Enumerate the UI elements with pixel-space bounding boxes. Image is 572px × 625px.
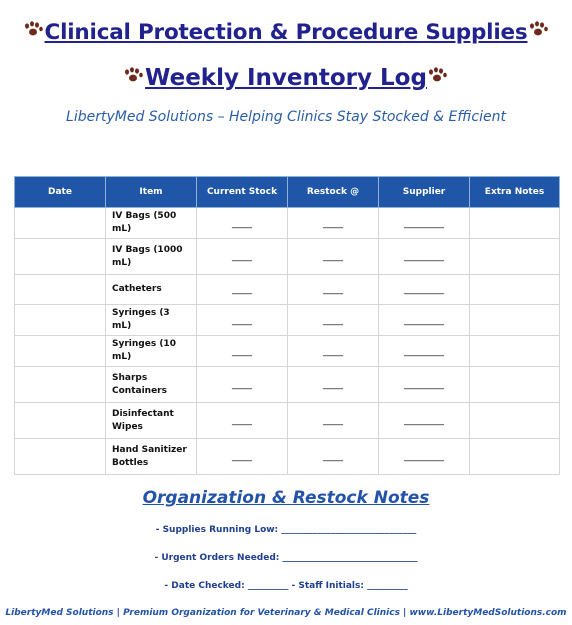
table-row xyxy=(15,336,560,367)
supplier-cell[interactable]: ________ xyxy=(379,403,470,439)
date-cell[interactable] xyxy=(15,208,106,239)
current-stock-cell[interactable]: ____ xyxy=(197,239,288,275)
item-cell: Syringes (10 mL) xyxy=(106,336,197,367)
restock-cell[interactable]: ____ xyxy=(288,305,379,336)
extra-notes-cell[interactable] xyxy=(470,367,560,403)
supplier-cell[interactable]: ________ xyxy=(379,367,470,403)
table-row xyxy=(15,208,560,239)
footer-text: LibertyMed Solutions | Premium Organization for Veterinary & Medical Clinics | www.LibertyMedSolutions.com xyxy=(5,608,567,618)
date-checked-initials-line[interactable]: - Date Checked: _________ - Staff Initials: _________ xyxy=(164,581,408,591)
item-cell: Sharps Containers xyxy=(106,367,197,403)
current-stock-cell[interactable]: ____ xyxy=(197,403,288,439)
paw-print-icon xyxy=(23,21,45,37)
inventory-table xyxy=(14,176,560,475)
column-header-extra-notes: Extra Notes xyxy=(470,177,560,208)
log-title-text: Weekly Inventory Log xyxy=(145,65,427,91)
supplier-cell[interactable]: ________ xyxy=(379,439,470,475)
item-cell: IV Bags (500 mL) xyxy=(106,208,197,239)
tagline: LibertyMed Solutions – Helping Clinics Stay Stocked & Efficient xyxy=(66,109,506,125)
item-cell: Syringes (3 mL) xyxy=(106,305,197,336)
item-cell: Catheters xyxy=(106,275,197,305)
column-header-item: Item xyxy=(106,177,197,208)
item-cell: Disinfectant Wipes xyxy=(106,403,197,439)
restock-cell[interactable]: ____ xyxy=(288,275,379,305)
supplier-cell[interactable]: ________ xyxy=(379,239,470,275)
date-cell[interactable] xyxy=(15,305,106,336)
table-header-row xyxy=(15,177,560,208)
table-row xyxy=(15,403,560,439)
column-header-restock: Restock @ xyxy=(288,177,379,208)
item-cell: IV Bags (1000 mL) xyxy=(106,239,197,275)
paw-print-icon xyxy=(528,21,550,37)
restock-cell[interactable]: ____ xyxy=(288,208,379,239)
column-header-supplier: Supplier xyxy=(379,177,470,208)
extra-notes-cell[interactable] xyxy=(470,275,560,305)
current-stock-cell[interactable]: ____ xyxy=(197,336,288,367)
date-cell[interactable] xyxy=(15,336,106,367)
document-title-text: Clinical Protection & Procedure Supplies xyxy=(44,20,528,45)
restock-cell[interactable]: ____ xyxy=(288,367,379,403)
table-row xyxy=(15,367,560,403)
urgent-orders-line[interactable]: - Urgent Orders Needed: ______________________________ xyxy=(154,553,418,563)
date-cell[interactable] xyxy=(15,367,106,403)
table-row xyxy=(15,239,560,275)
extra-notes-cell[interactable] xyxy=(470,336,560,367)
current-stock-cell[interactable]: ____ xyxy=(197,367,288,403)
column-header-current-stock: Current Stock xyxy=(197,177,288,208)
paw-print-icon xyxy=(123,67,145,83)
restock-cell[interactable]: ____ xyxy=(288,439,379,475)
restock-cell[interactable]: ____ xyxy=(288,239,379,275)
supplier-cell[interactable]: ________ xyxy=(379,275,470,305)
current-stock-cell[interactable]: ____ xyxy=(197,275,288,305)
log-title xyxy=(0,65,572,91)
restock-cell[interactable]: ____ xyxy=(288,336,379,367)
table-row xyxy=(15,305,560,336)
column-header-date: Date xyxy=(15,177,106,208)
table-row xyxy=(15,275,560,305)
extra-notes-cell[interactable] xyxy=(470,208,560,239)
document-title xyxy=(0,20,572,45)
current-stock-cell[interactable]: ____ xyxy=(197,208,288,239)
supplier-cell[interactable]: ________ xyxy=(379,208,470,239)
date-cell[interactable] xyxy=(15,239,106,275)
supplier-cell[interactable]: ________ xyxy=(379,305,470,336)
extra-notes-cell[interactable] xyxy=(470,239,560,275)
current-stock-cell[interactable]: ____ xyxy=(197,439,288,475)
supplier-cell[interactable]: ________ xyxy=(379,336,470,367)
supplies-running-low-line[interactable]: - Supplies Running Low: ______________________________ xyxy=(155,525,417,535)
current-stock-cell[interactable]: ____ xyxy=(197,305,288,336)
extra-notes-cell[interactable] xyxy=(470,305,560,336)
extra-notes-cell[interactable] xyxy=(470,403,560,439)
notes-heading: Organization & Restock Notes xyxy=(142,488,430,508)
date-cell[interactable] xyxy=(15,403,106,439)
table-row xyxy=(15,439,560,475)
paw-print-icon xyxy=(427,67,449,83)
date-cell[interactable] xyxy=(15,439,106,475)
extra-notes-cell[interactable] xyxy=(470,439,560,475)
restock-cell[interactable]: ____ xyxy=(288,403,379,439)
date-cell[interactable] xyxy=(15,275,106,305)
item-cell: Hand Sanitizer Bottles xyxy=(106,439,197,475)
